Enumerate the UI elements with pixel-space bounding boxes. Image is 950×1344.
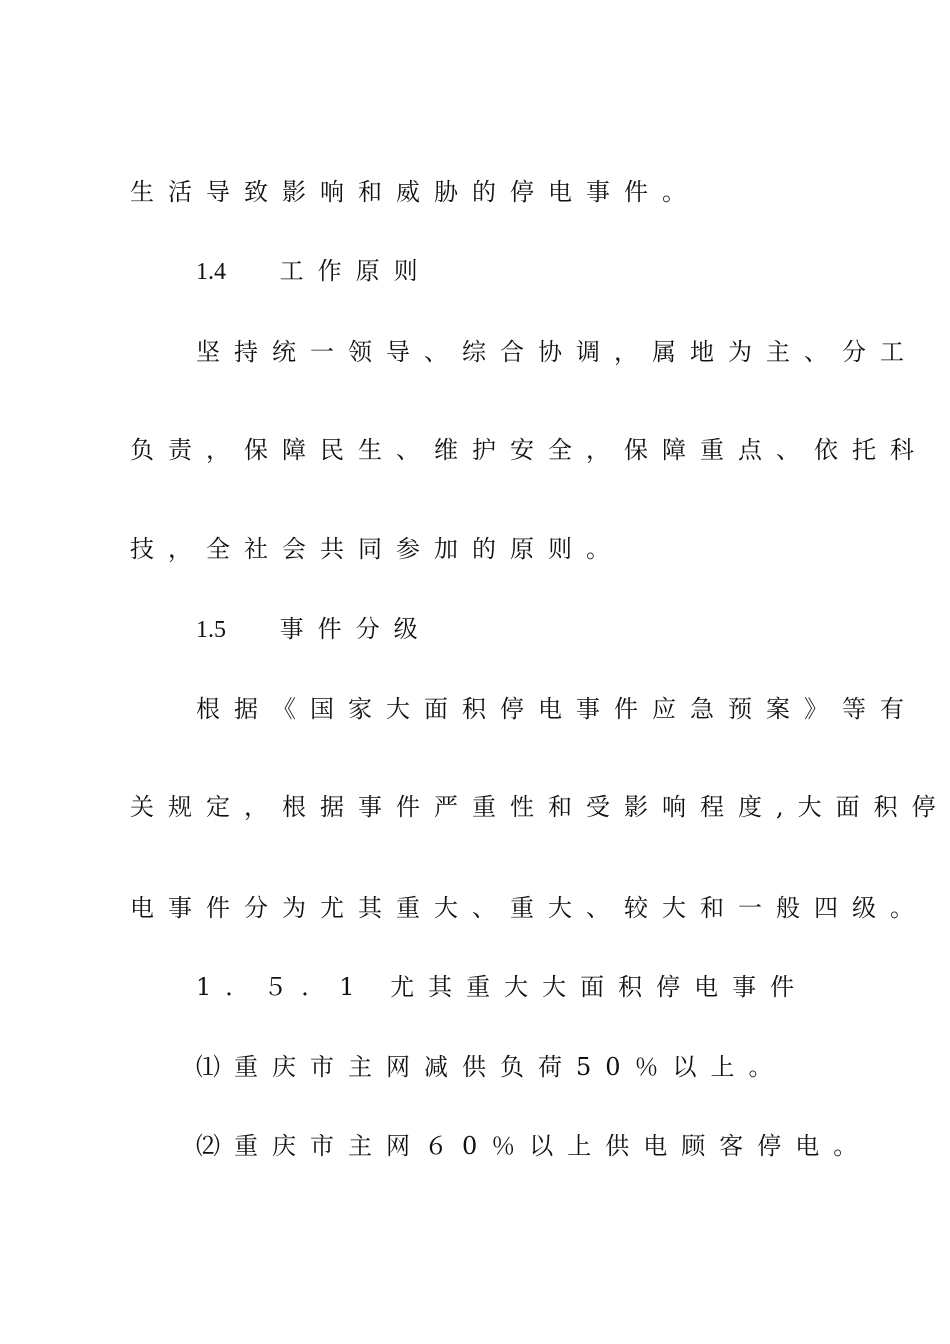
section-title: 工作原则	[279, 257, 432, 285]
paragraph-line: 关规定，根据事件严重性和受影响程度,大面积停	[130, 793, 950, 821]
list-item: ⑴重庆市主网减供负荷50％以上。	[196, 1053, 787, 1081]
section-heading-1-5	[196, 614, 432, 645]
paragraph-line: 坚持统一领导、综合协调，属地为主、分工	[196, 338, 918, 366]
section-number: 1.5	[196, 617, 226, 643]
list-item: ⑵重庆市主网６0％以上供电顾客停电。	[196, 1132, 872, 1160]
paragraph-line: 负责，保障民生、维护安全，保障重点、依托科	[130, 436, 928, 464]
paragraph-line: 根据《国家大面积停电事件应急预案》等有	[196, 695, 918, 723]
subsection-heading-1-5-1: 1．５．1 尤其重大大面积停电事件	[196, 973, 809, 1001]
section-number: 1.4	[196, 259, 226, 285]
section-title: 事件分级	[279, 615, 432, 643]
paragraph-line: 技，全社会共同参加的原则。	[130, 535, 624, 563]
section-heading-1-4	[196, 256, 432, 287]
text-line: 生活导致影响和威胁的停电事件。	[130, 178, 700, 206]
paragraph-line: 电事件分为尤其重大、重大、较大和一般四级。	[130, 894, 928, 922]
